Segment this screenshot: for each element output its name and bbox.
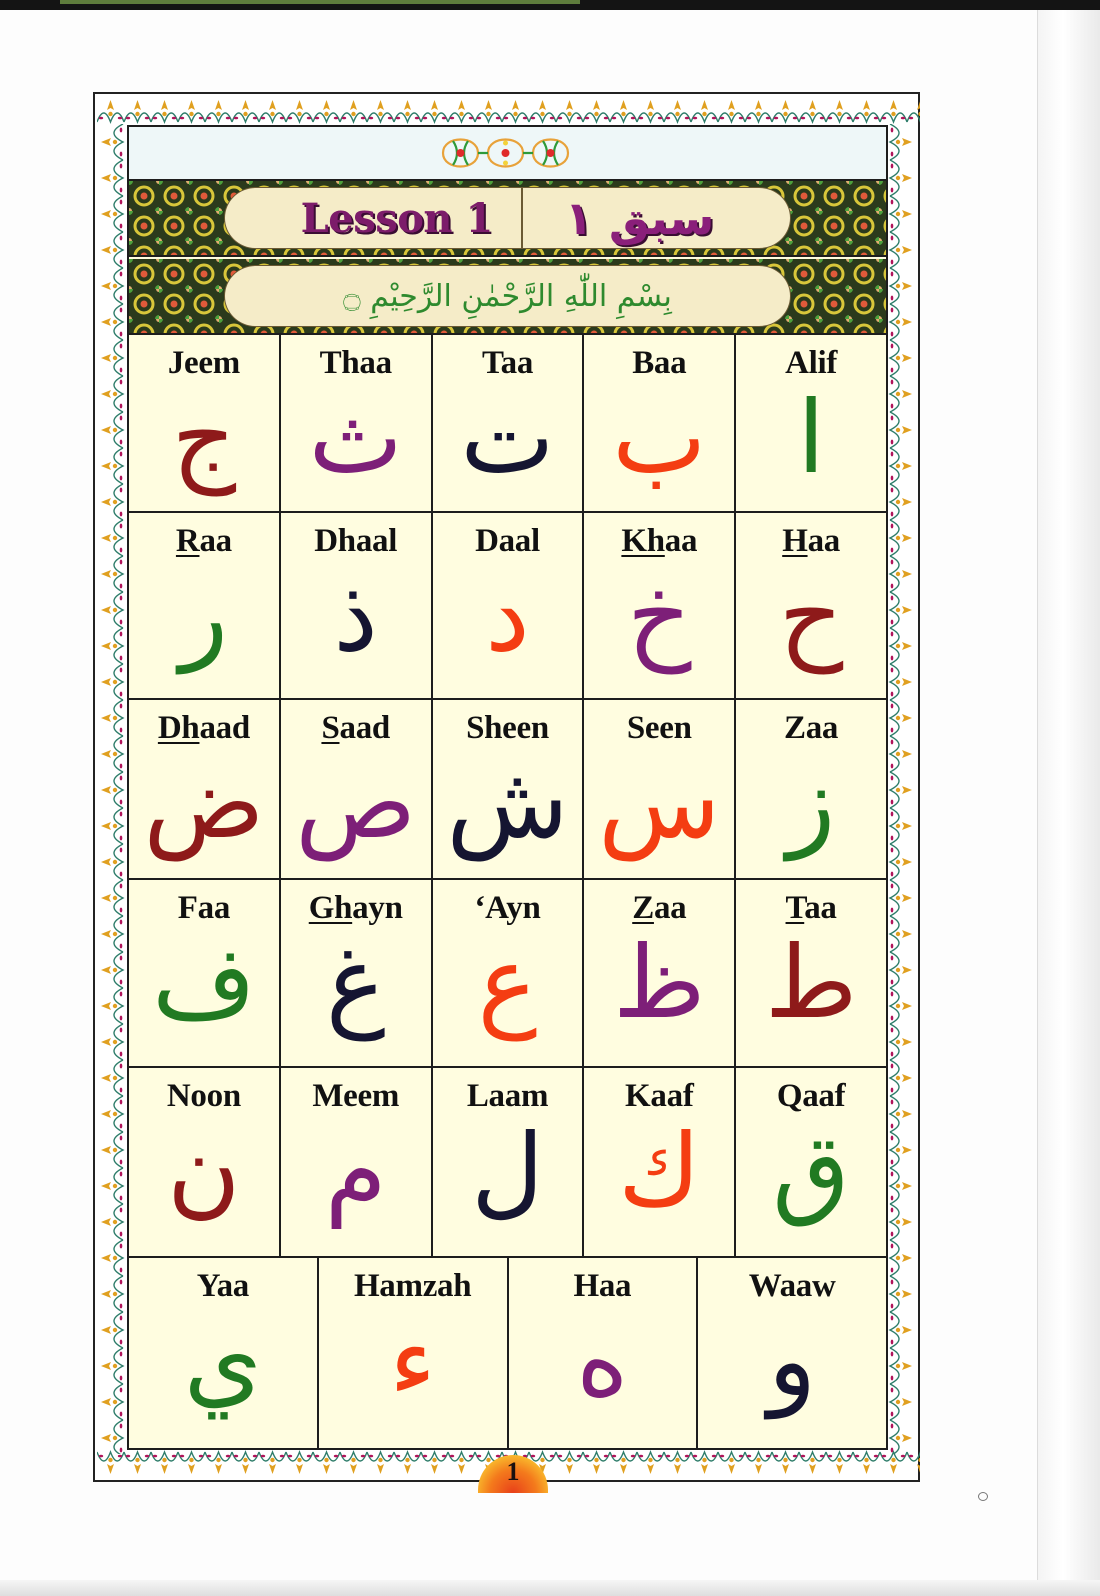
letter-cell [129,513,281,698]
letter-name [178,890,230,927]
letter-name [320,345,392,382]
arabic-letter: ن [167,1112,241,1229]
arabic-letter: ش [446,744,569,861]
arabic-letter: ظ [613,924,706,1041]
letter-cell [509,1258,699,1448]
arabic-letter: خ [627,557,692,674]
letter-cell [584,700,736,878]
letter-name-underlined-part: Dh [157,710,200,746]
arabic-letter: ء [389,1302,437,1419]
letter-cell [281,880,433,1066]
arabic-letter: ع [477,924,538,1041]
letter-name-rest: Meem [312,1078,400,1114]
letter-cell [433,880,585,1066]
letter-name-rest: Baa [632,345,687,381]
arabic-letter: ذ [333,557,378,674]
letter-name-underlined-part: R [175,523,200,559]
letter-name-underlined-part: S [321,710,340,746]
arabic-letter: م [324,1112,387,1229]
arabic-letter: ث [308,379,403,496]
letter-name-rest: Waaw [748,1268,836,1304]
letter-name [482,345,533,382]
letter-row [129,1258,886,1448]
letter-name-rest: Laam [466,1078,549,1114]
letter-name-rest: aa [653,890,687,926]
arabic-letter: ج [171,379,237,496]
lesson-title-banner [129,181,886,257]
page-number: 1 [506,1457,520,1486]
scan-top-edge-accent [60,0,580,4]
scan-speck [978,1492,988,1501]
arabic-letter: و [767,1302,817,1419]
letter-cell [433,513,585,698]
letter-name [314,523,397,560]
letter-cell [433,1068,585,1256]
arabic-letter: ا [797,379,825,496]
letter-name [466,710,549,747]
letter-row [129,880,886,1068]
letter-cell [129,880,281,1066]
letter-name-rest: Jeem [167,345,240,381]
letter-cell [319,1258,509,1448]
letter-name [176,523,232,560]
letter-name-rest: Kaaf [625,1078,694,1114]
letter-cell [584,513,736,698]
letter-name-rest: Sheen [466,710,549,746]
arabic-letter: ب [612,379,707,496]
letter-name [786,890,837,927]
letter-name [475,523,540,560]
letter-name-rest: Haa [573,1268,632,1304]
arabic-letter: ط [764,924,858,1041]
floral-border-left [97,124,127,1454]
letter-name-underlined-part: T [785,890,805,926]
letter-name-rest: Qaaf [776,1078,846,1114]
letter-name [168,345,240,382]
letter-name-underlined-part: Z [632,890,654,926]
letter-name [467,1078,548,1115]
letter-cell [584,1068,736,1256]
arabic-letter: ك [618,1112,701,1229]
arabic-letter: ص [295,744,417,861]
letter-cell [129,1068,281,1256]
letter-cell [736,513,886,698]
lesson-title-english: Lesson 1 [300,194,493,242]
letter-name-rest: Thaa [319,345,392,381]
letter-cell [433,700,585,878]
letter-cell [736,1068,886,1256]
arabic-letter: ل [471,1112,544,1229]
letter-cell [129,335,281,511]
letter-name-rest: Taa [481,345,534,381]
letter-row [129,335,886,513]
bismillah-text: بِسْمِ اللّٰهِ الرَّحْمٰنِ الرَّحِيْمِ ۝ [343,278,672,314]
arabic-letter: ه [576,1302,629,1419]
letter-cell [736,335,886,511]
letter-name-rest: aad [339,710,390,746]
letter-name-rest: aa [807,523,840,559]
letter-name-rest: Noon [166,1078,241,1114]
letter-name-underlined-part: H [782,523,808,559]
bismillah-banner [129,259,886,335]
letter-name [167,1078,241,1115]
letter-name-rest: Zaa [784,710,839,746]
arabic-letter: غ [325,924,386,1041]
letter-name [621,523,697,560]
lesson-panel [127,125,888,1450]
letter-name-rest: Dhaal [314,523,398,559]
letter-name [777,1078,845,1115]
letter-cell [281,335,433,511]
letter-name-rest: ‘Ayn [474,890,541,926]
arabic-letter: ف [152,924,256,1041]
arabic-letter: ق [772,1112,850,1229]
letter-name-rest: aad [199,710,250,746]
letter-name [573,1268,631,1305]
alphabet-grid [129,335,886,1448]
title-plate [224,187,791,249]
top-ornament-band [129,127,886,181]
floral-border-right [886,124,916,1454]
arabic-letter: ز [786,744,836,861]
scan-top-edge [0,0,1100,10]
letter-name-rest: aa [199,523,232,559]
letter-name [632,345,686,382]
letter-name [321,710,390,747]
letter-name-rest: Alif [785,345,838,381]
letter-name [627,710,692,747]
letter-name-rest: Daal [475,523,540,559]
letter-name [197,1268,249,1305]
letter-name [632,890,686,927]
letter-name [312,1078,399,1115]
letter-name [309,890,403,927]
book-spine-edge [1037,10,1100,1596]
letter-name [784,710,838,747]
letter-cell [736,880,886,1066]
arabic-letter: ح [778,557,844,674]
letter-name [474,890,540,927]
scan-bottom-edge [0,1580,1100,1596]
letter-row [129,1068,886,1258]
letter-cell [281,1068,433,1256]
letter-cell [584,335,736,511]
letter-name [785,345,837,382]
letter-name-rest: Seen [626,710,692,746]
arabic-letter: ر [179,557,229,674]
letter-name-underlined-part: Kh [621,523,665,559]
letter-name-rest: Faa [177,890,231,926]
letter-cell [129,1258,319,1448]
arabic-letter: ت [460,379,555,496]
letter-name [625,1078,693,1115]
letter-cell [281,700,433,878]
letter-name [782,523,840,560]
arabic-letter: ض [143,744,265,861]
letter-cell [698,1258,886,1448]
letter-name-rest: aa [804,890,837,926]
letter-cell [281,513,433,698]
bismillah-plate [224,265,791,327]
arabesque-ornament-icon [433,131,583,175]
letter-name [354,1268,471,1305]
letter-cell [433,335,585,511]
floral-border-top [97,96,920,126]
letter-row [129,700,886,880]
letter-cell [584,880,736,1066]
letter-name-underlined-part: Gh [308,890,353,926]
letter-cell [736,700,886,878]
letter-name [749,1268,836,1305]
letter-cell [129,700,281,878]
letter-name [158,710,250,747]
arabic-letter: ي [183,1302,263,1419]
letter-row [129,513,886,700]
lesson-title-arabic: سبق ١ [564,191,715,245]
letter-name-rest: aa [664,523,698,559]
arabic-letter: س [598,744,721,861]
letter-name-rest: ayn [352,890,403,926]
arabic-letter: د [485,557,530,674]
letter-name-rest: Hamzah [353,1268,472,1304]
letter-name-rest: Yaa [196,1268,250,1304]
